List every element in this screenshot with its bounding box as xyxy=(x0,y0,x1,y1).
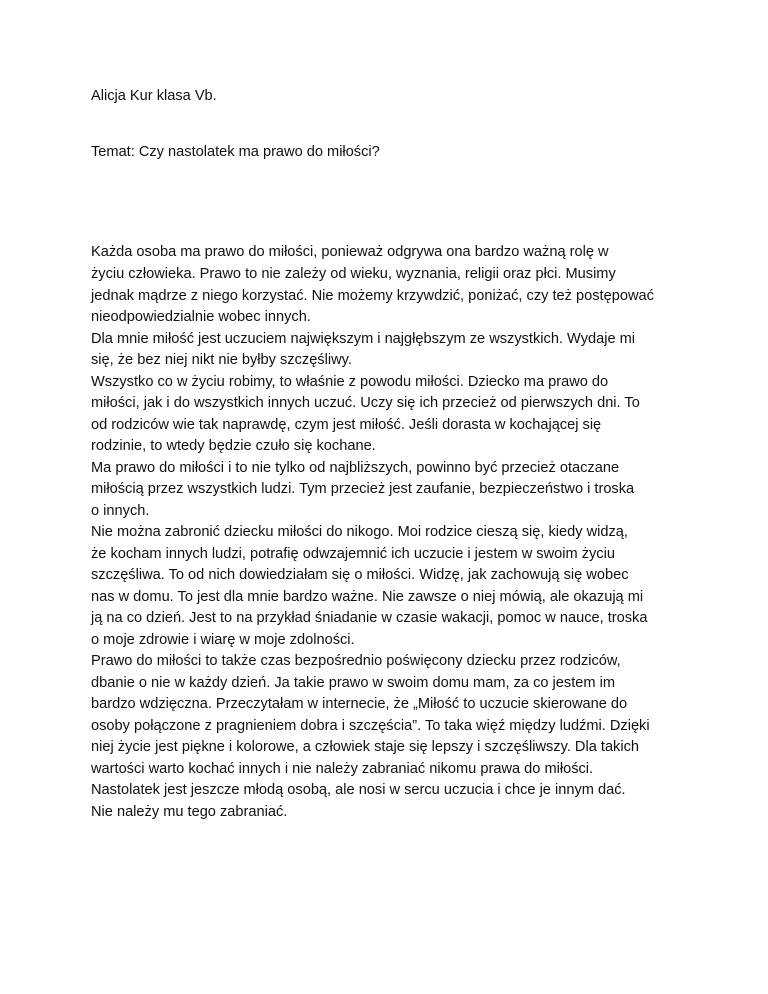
body-line: Wszystko co w życiu robimy, to właśnie z powodu miłości. Dziecko ma prawo do xyxy=(91,374,609,390)
body-line: życiu człowieka. Prawo to nie zależy od wieku, wyznania, religii oraz płci. Musimy xyxy=(91,266,616,282)
body-line: dbanie o nie w każdy dzień. Ja takie prawo w swoim domu mam, za co jestem im xyxy=(91,675,615,691)
body-line: miłości, jak i do wszystkich innych uczuć. Uczy się ich przecież od pierwszych dni. To xyxy=(91,395,640,411)
body-line: bardzo wdzięczna. Przeczytałam w internecie, że „Miłość to uczucie skierowane do xyxy=(91,696,628,712)
body-line: niej życie jest piękne i kolorowe, a człowiek staje się lepszy i szczęśliwszy. Dla takich xyxy=(91,739,640,755)
body-line: o innych. xyxy=(91,503,150,519)
body-line: szczęśliwa. To od nich dowiedziałam się o miłości. Widzę, jak zachowują się wobec xyxy=(91,567,629,583)
body-line: Prawo do miłości to także czas bezpośrednio poświęcony dziecku przez rodziców, xyxy=(91,653,621,669)
body-line: jednak mądrze z niego korzystać. Nie możemy krzywdzić, poniżać, czy też postępować xyxy=(91,288,654,304)
body-line: nas w domu. To jest dla mnie bardzo ważne. Nie zawsze o niej mówią, ale okazują mi xyxy=(91,589,644,605)
body-line: osoby połączone z pragnieniem dobra i szczęścia”. To taka więź między ludźmi. Dzięki xyxy=(91,718,650,734)
body-line: Dla mnie miłość jest uczuciem największym i najgłębszym ze wszystkich. Wydaje mi xyxy=(91,331,636,347)
body-line: ją na co dzień. Jest to na przykład śniadanie w czasie wakacji, pomoc w nauce, troska xyxy=(91,610,648,626)
body-line: o moje zdrowie i wiarę w moje zdolności. xyxy=(91,632,355,648)
body-line: Nastolatek jest jeszcze młodą osobą, ale nosi w sercu uczucia i chce je innym dać. xyxy=(91,782,626,798)
topic-line: Temat: Czy nastolatek ma prawo do miłości? xyxy=(91,144,380,160)
body-line: miłością przez wszystkich ludzi. Tym przecież jest zaufanie, bezpieczeństwo i troska xyxy=(91,481,635,497)
author-line: Alicja Kur klasa Vb. xyxy=(91,88,217,104)
body-line: że kocham innych ludzi, potrafię odwzajemnić ich uczucie i jestem w swoim życiu xyxy=(91,546,615,562)
body-line: Nie można zabronić dziecku miłości do nikogo. Moi rodzice cieszą się, kiedy widzą, xyxy=(91,524,628,540)
body-line: od rodziców wie tak naprawdę, czym jest miłość. Jeśli dorasta w kochającej się xyxy=(91,417,602,433)
body-line: się, że bez niej nikt nie byłby szczęśliwy. xyxy=(91,352,352,368)
body-line: nieodpowiedzialnie wobec innych. xyxy=(91,309,311,325)
body-line: Każda osoba ma prawo do miłości, ponieważ odgrywa ona bardzo ważną rolę w xyxy=(91,244,609,260)
body-line: Nie należy mu tego zabraniać. xyxy=(91,804,288,820)
body-line: rodzinie, to wtedy będzie czuło się kochane. xyxy=(91,438,376,454)
body-line: wartości warto kochać innych i nie należy zabraniać nikomu prawa do miłości. xyxy=(91,761,594,777)
body-line: Ma prawo do miłości i to nie tylko od najbliższych, powinno być przecież otaczane xyxy=(91,460,620,476)
